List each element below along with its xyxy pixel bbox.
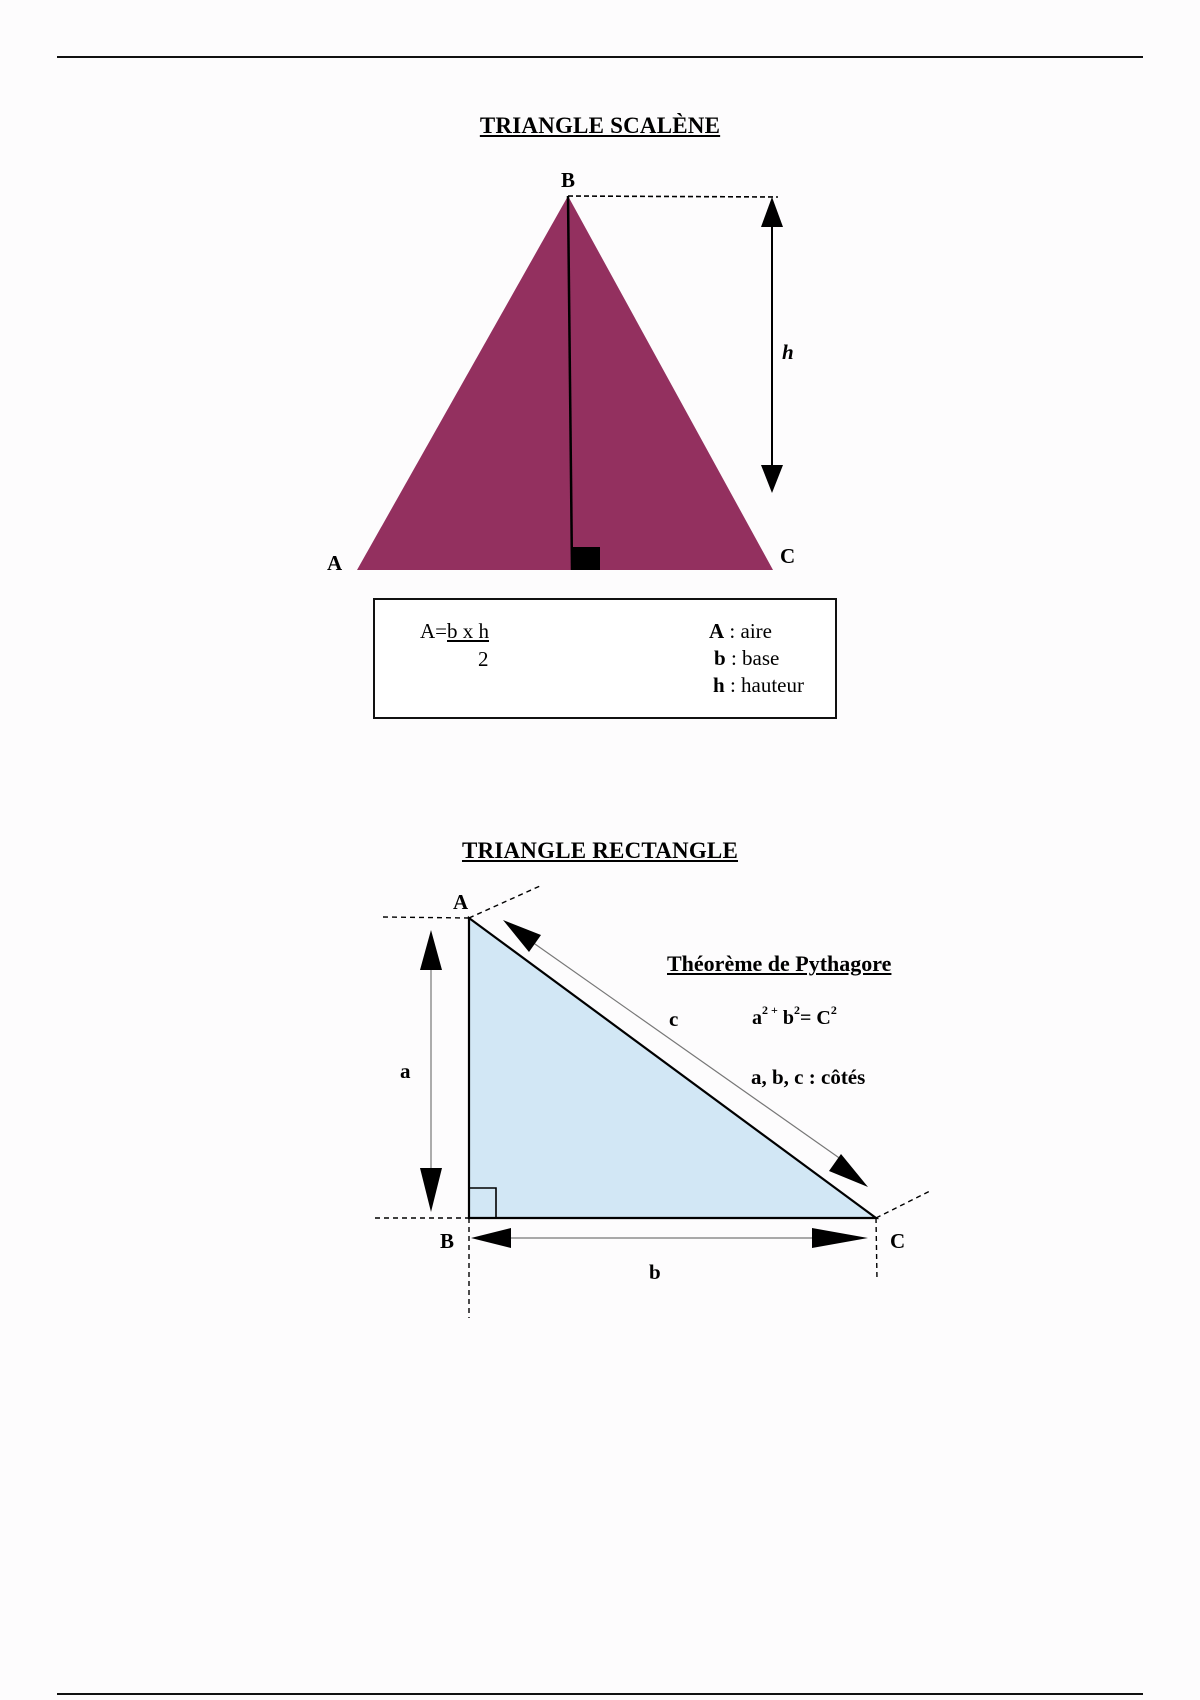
scalene-vertex-a: A (327, 551, 343, 575)
formula-numerator: b x h (447, 619, 490, 643)
scalene-vertex-b: B (561, 168, 576, 192)
eq-c: = C (799, 1007, 831, 1029)
sides-note: a, b, c : côtés (751, 1065, 866, 1089)
pythagoras-equation (752, 1003, 837, 1030)
scalene-vertex-c: C (780, 544, 796, 568)
legend-symbol: h (713, 673, 725, 697)
right-vertex-a: A (453, 890, 469, 914)
legend-item-height (713, 673, 804, 698)
side-b-label: b (649, 1260, 661, 1284)
eq-c-exponent: 2 (830, 1003, 837, 1017)
scalene-triangle-shape (357, 196, 773, 570)
side-a-arrow (420, 930, 442, 1212)
scalene-height-label: h (782, 340, 794, 364)
scalene-height-arrow (761, 197, 783, 493)
area-formula (420, 619, 489, 644)
right-triangle-title: TRIANGLE RECTANGLE (461, 838, 739, 863)
pythagoras-title: Théorème de Pythagore (667, 951, 892, 976)
legend-symbol: A (709, 619, 725, 643)
side-c-label: c (669, 1007, 679, 1031)
bottom-rule (57, 1693, 1143, 1695)
legend-text: : hauteur (724, 673, 804, 697)
legend-item-base (714, 646, 779, 671)
area-formula-box (373, 598, 837, 719)
formula-denominator: 2 (478, 647, 489, 671)
formula-lhs: A= (420, 619, 448, 643)
right-vertex-b: B (440, 1229, 455, 1253)
legend-item-area (709, 619, 772, 644)
eq-a-exponent: 2 + (762, 1003, 778, 1017)
scalene-title: TRIANGLE SCALÈNE (479, 113, 721, 138)
legend-text: : base (725, 646, 780, 670)
eq-b: b (782, 1007, 794, 1029)
legend-symbol: b (714, 646, 726, 670)
right-vertex-c: C (890, 1229, 906, 1253)
side-b-arrow (471, 1228, 868, 1248)
scalene-height-guide (568, 196, 778, 197)
scalene-triangle (357, 196, 783, 570)
eq-b-exponent: 2 (793, 1003, 800, 1017)
side-a-label: a (400, 1059, 411, 1083)
eq-a: a (752, 1007, 762, 1029)
scalene-right-angle-mark (572, 547, 600, 570)
legend-text: : aire (724, 619, 772, 643)
